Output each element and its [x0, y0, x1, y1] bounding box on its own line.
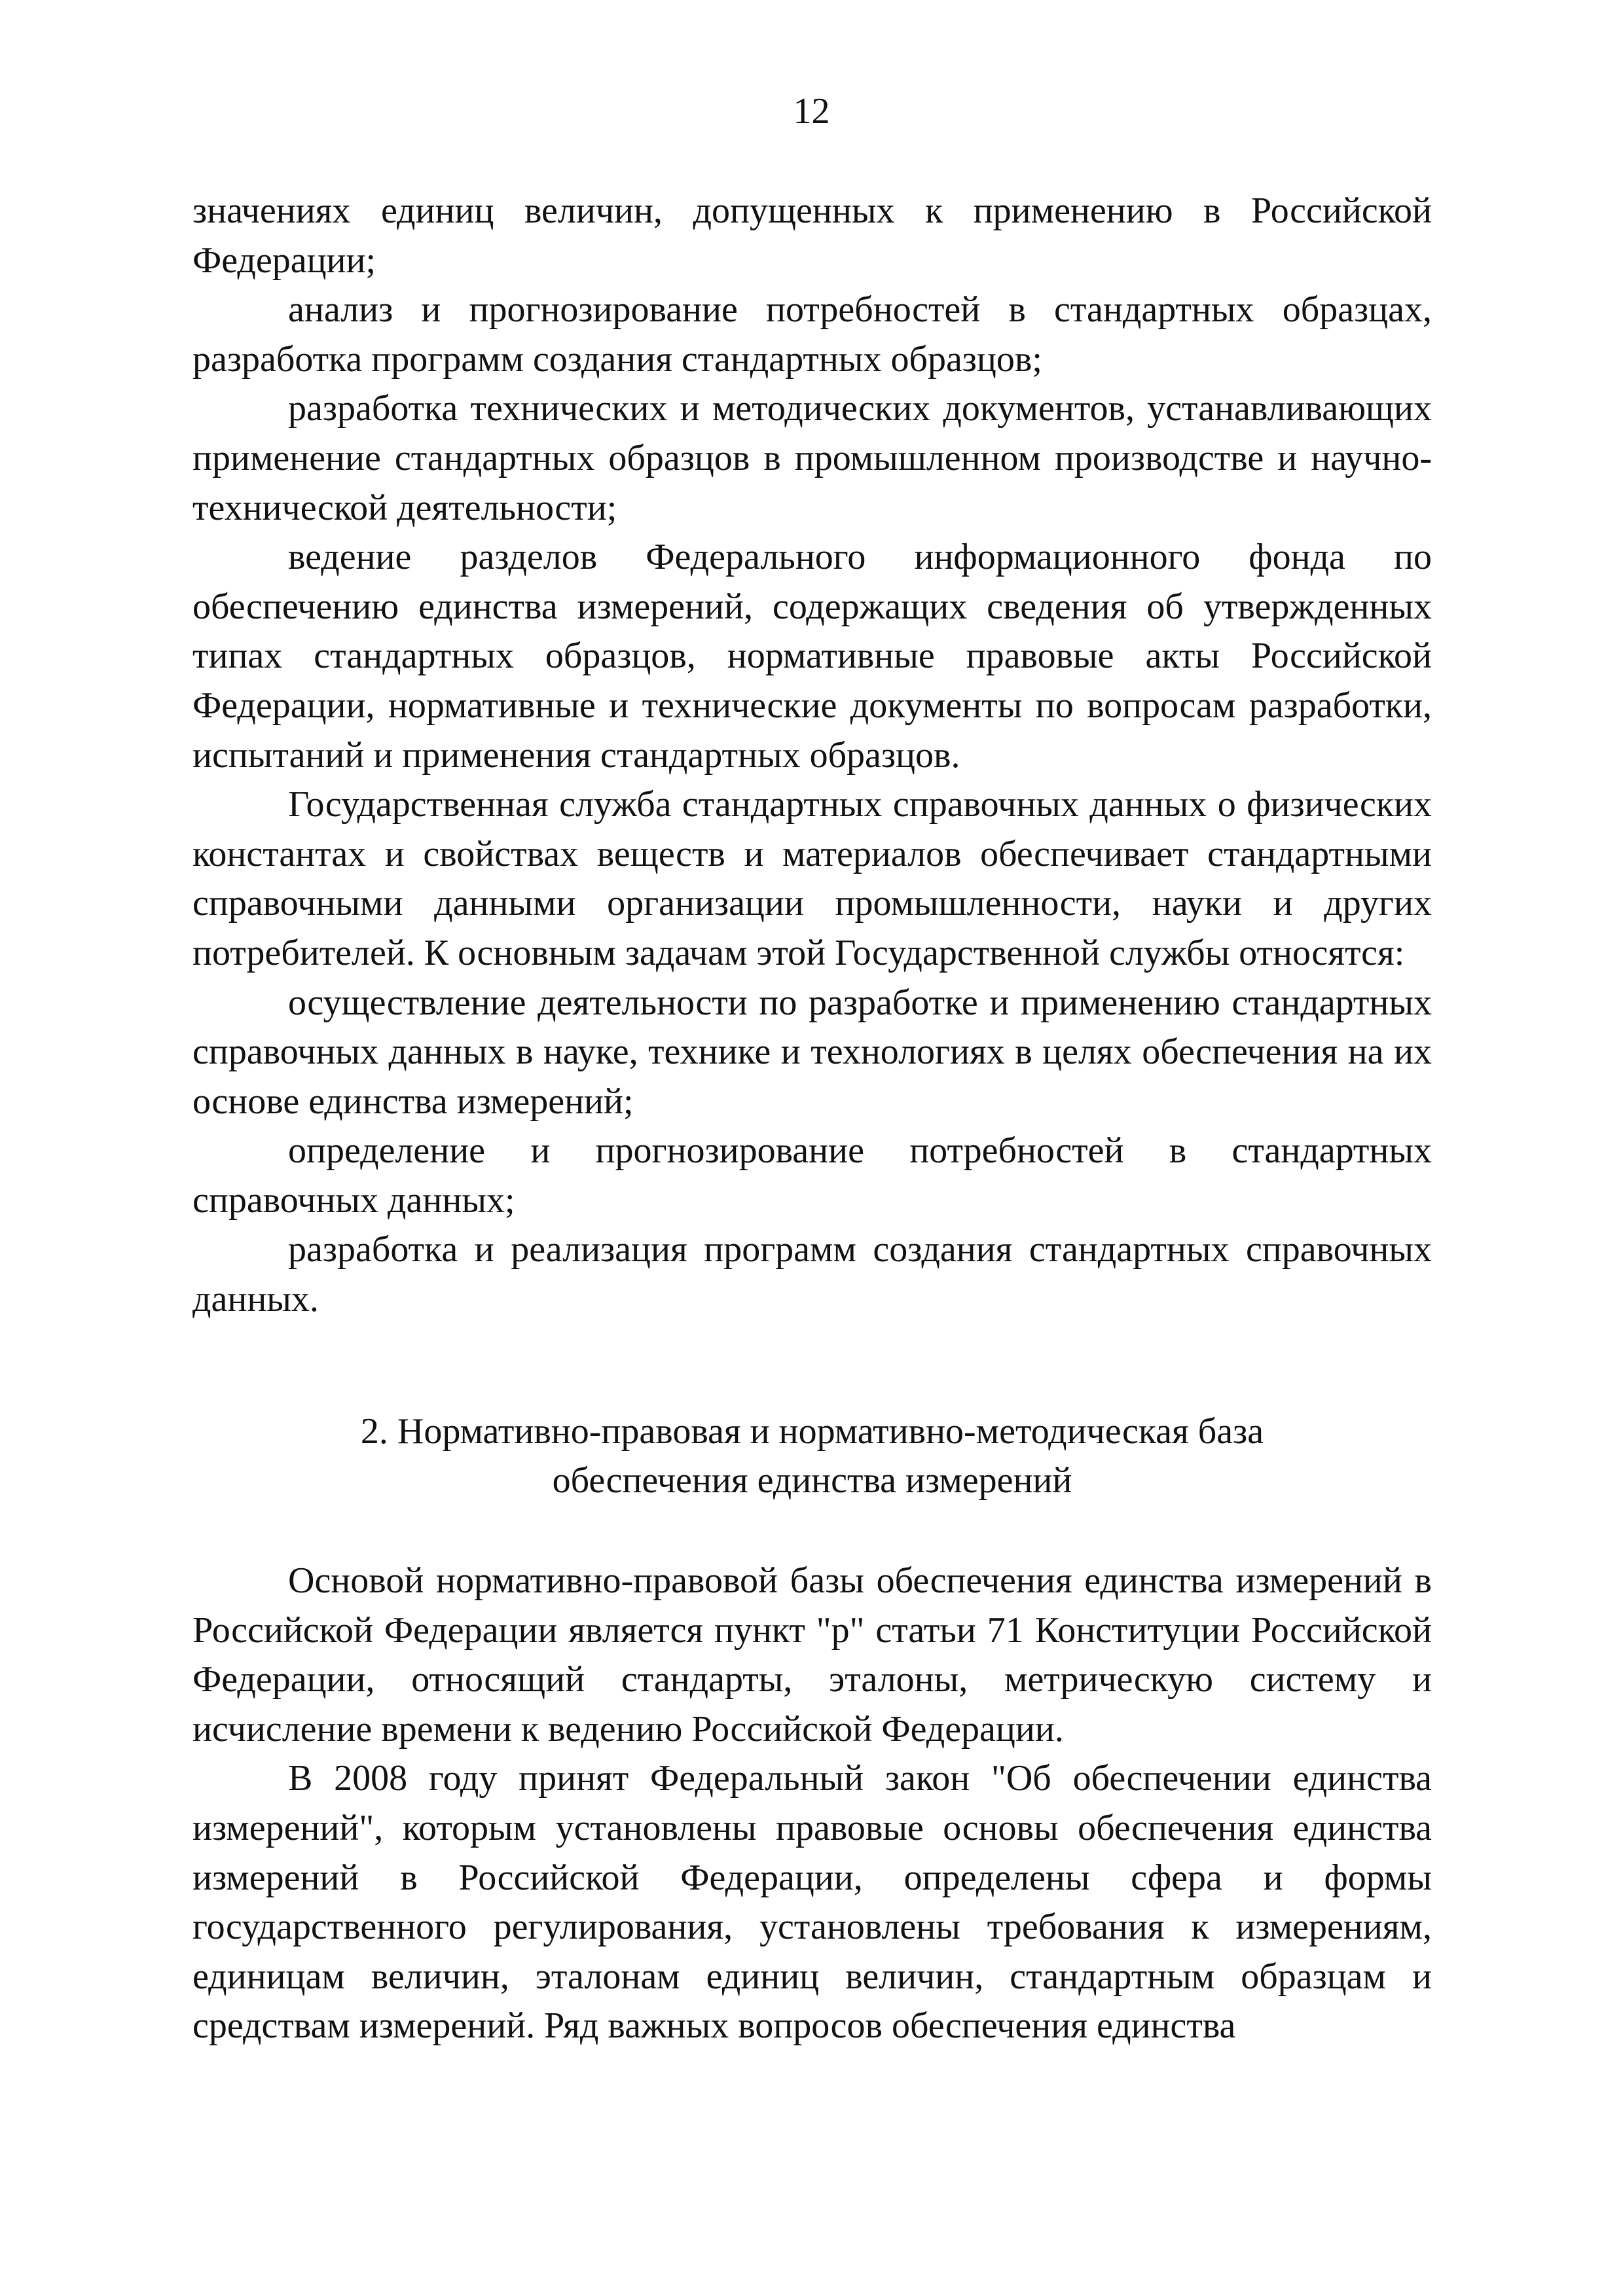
paragraph: Основой нормативно-правовой базы обеспечения единства измерений в Российской Федерации является пункт "р" статьи 71 Конституции Российской Федерации, относящий стандарты, эталоны, метрическую систему и исчисление времени к ведению Российской Федерации. [192, 1560, 1432, 1749]
paragraph: Государственная служба стандартных справочных данных о физических константах и свойствах веществ и материалов обеспечивает стандартными справочными данными организации промышленности, науки и других потребителей. К основным задачам этой Государственной службы относятся: [192, 784, 1432, 973]
section-heading-line-2: обеспечения единства измерений [552, 1460, 1072, 1501]
paragraph: ведение разделов Федерального информационного фонда по обеспечению единства измерений, содержащих сведения об утвержденных типах стандартных образцов, нормативные правовые акты Российской Федерации, нормативные и технические документы по вопросам разработки, испытаний и применения стандартных образцов. [192, 537, 1432, 776]
section-heading [192, 1407, 1432, 1505]
section-heading-line-1: 2. Нормативно-правовая и нормативно-методическая база [360, 1411, 1264, 1452]
body-text-bottom [192, 1556, 1432, 2051]
paragraph: разработка и реализация программ создания стандартных справочных данных. [192, 1229, 1432, 1320]
paragraph-continuation: значениях единиц величин, допущенных к применению в Российской Федерации; [192, 190, 1432, 281]
page-number: 12 [793, 91, 830, 132]
paragraph: осуществление деятельности по разработке и применению стандартных справочных данных в науке, технике и технологиях в целях обеспечения на их основе единства измерений; [192, 982, 1432, 1122]
paragraph: разработка технических и методических документов, устанавливающих применение стандартных образцов в промышленном производстве и научно-технической деятельности; [192, 388, 1432, 528]
paragraph: В 2008 году принят Федеральный закон "Об обеспечении единства измерений", которым установлены правовые основы обеспечения единства измерений в Российской Федерации, определены сфера и формы государственного регулирования, установлены требования к измерениям, единицам величин, эталонам единиц величин, стандартным образцам и средствам измерений. Ряд важных вопросов обеспечения единства [192, 1758, 1432, 2047]
paragraph: определение и прогнозирование потребностей в стандартных справочных данных; [192, 1130, 1432, 1221]
paragraph: анализ и прогнозирование потребностей в стандартных образцах, разработка программ создания стандартных образцов; [192, 289, 1432, 380]
body-text-top [192, 187, 1432, 1325]
